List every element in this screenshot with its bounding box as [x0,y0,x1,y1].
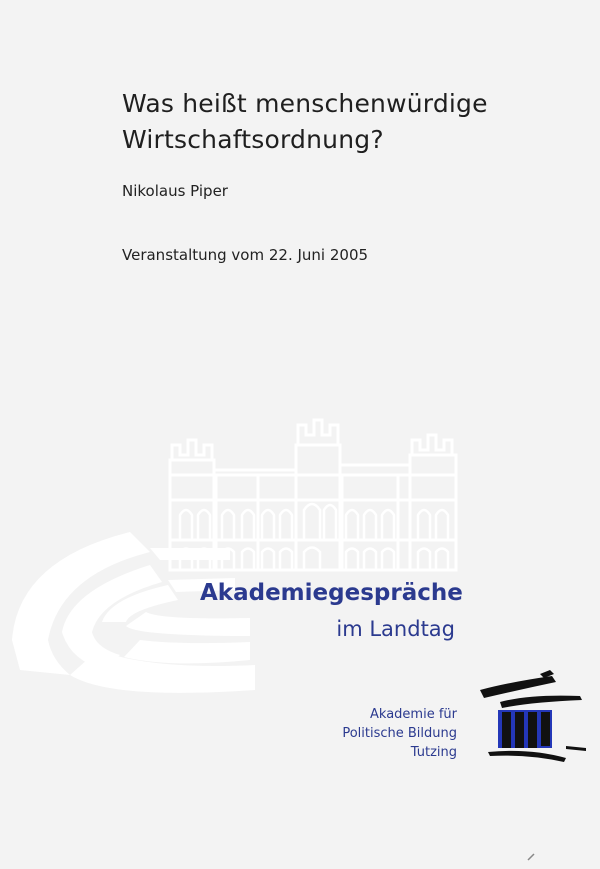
title-line-2: Wirtschaftsordnung? [122,125,384,154]
series-subtitle: im Landtag [336,617,455,641]
publisher-line-2: Politische Bildung [342,726,457,741]
title-line-1: Was heißt menschenwürdige [122,89,488,118]
author-name: Nikolaus Piper [122,182,228,200]
academy-logo-icon [470,668,590,768]
scan-mark [526,852,538,862]
series-title: Akademiegespräche [200,580,463,606]
publisher-name [300,705,457,762]
publisher-line-1: Akademie für [370,707,457,722]
event-date: Veranstaltung vom 22. Juni 2005 [122,246,369,264]
publisher-line-3: Tutzing [410,745,457,760]
